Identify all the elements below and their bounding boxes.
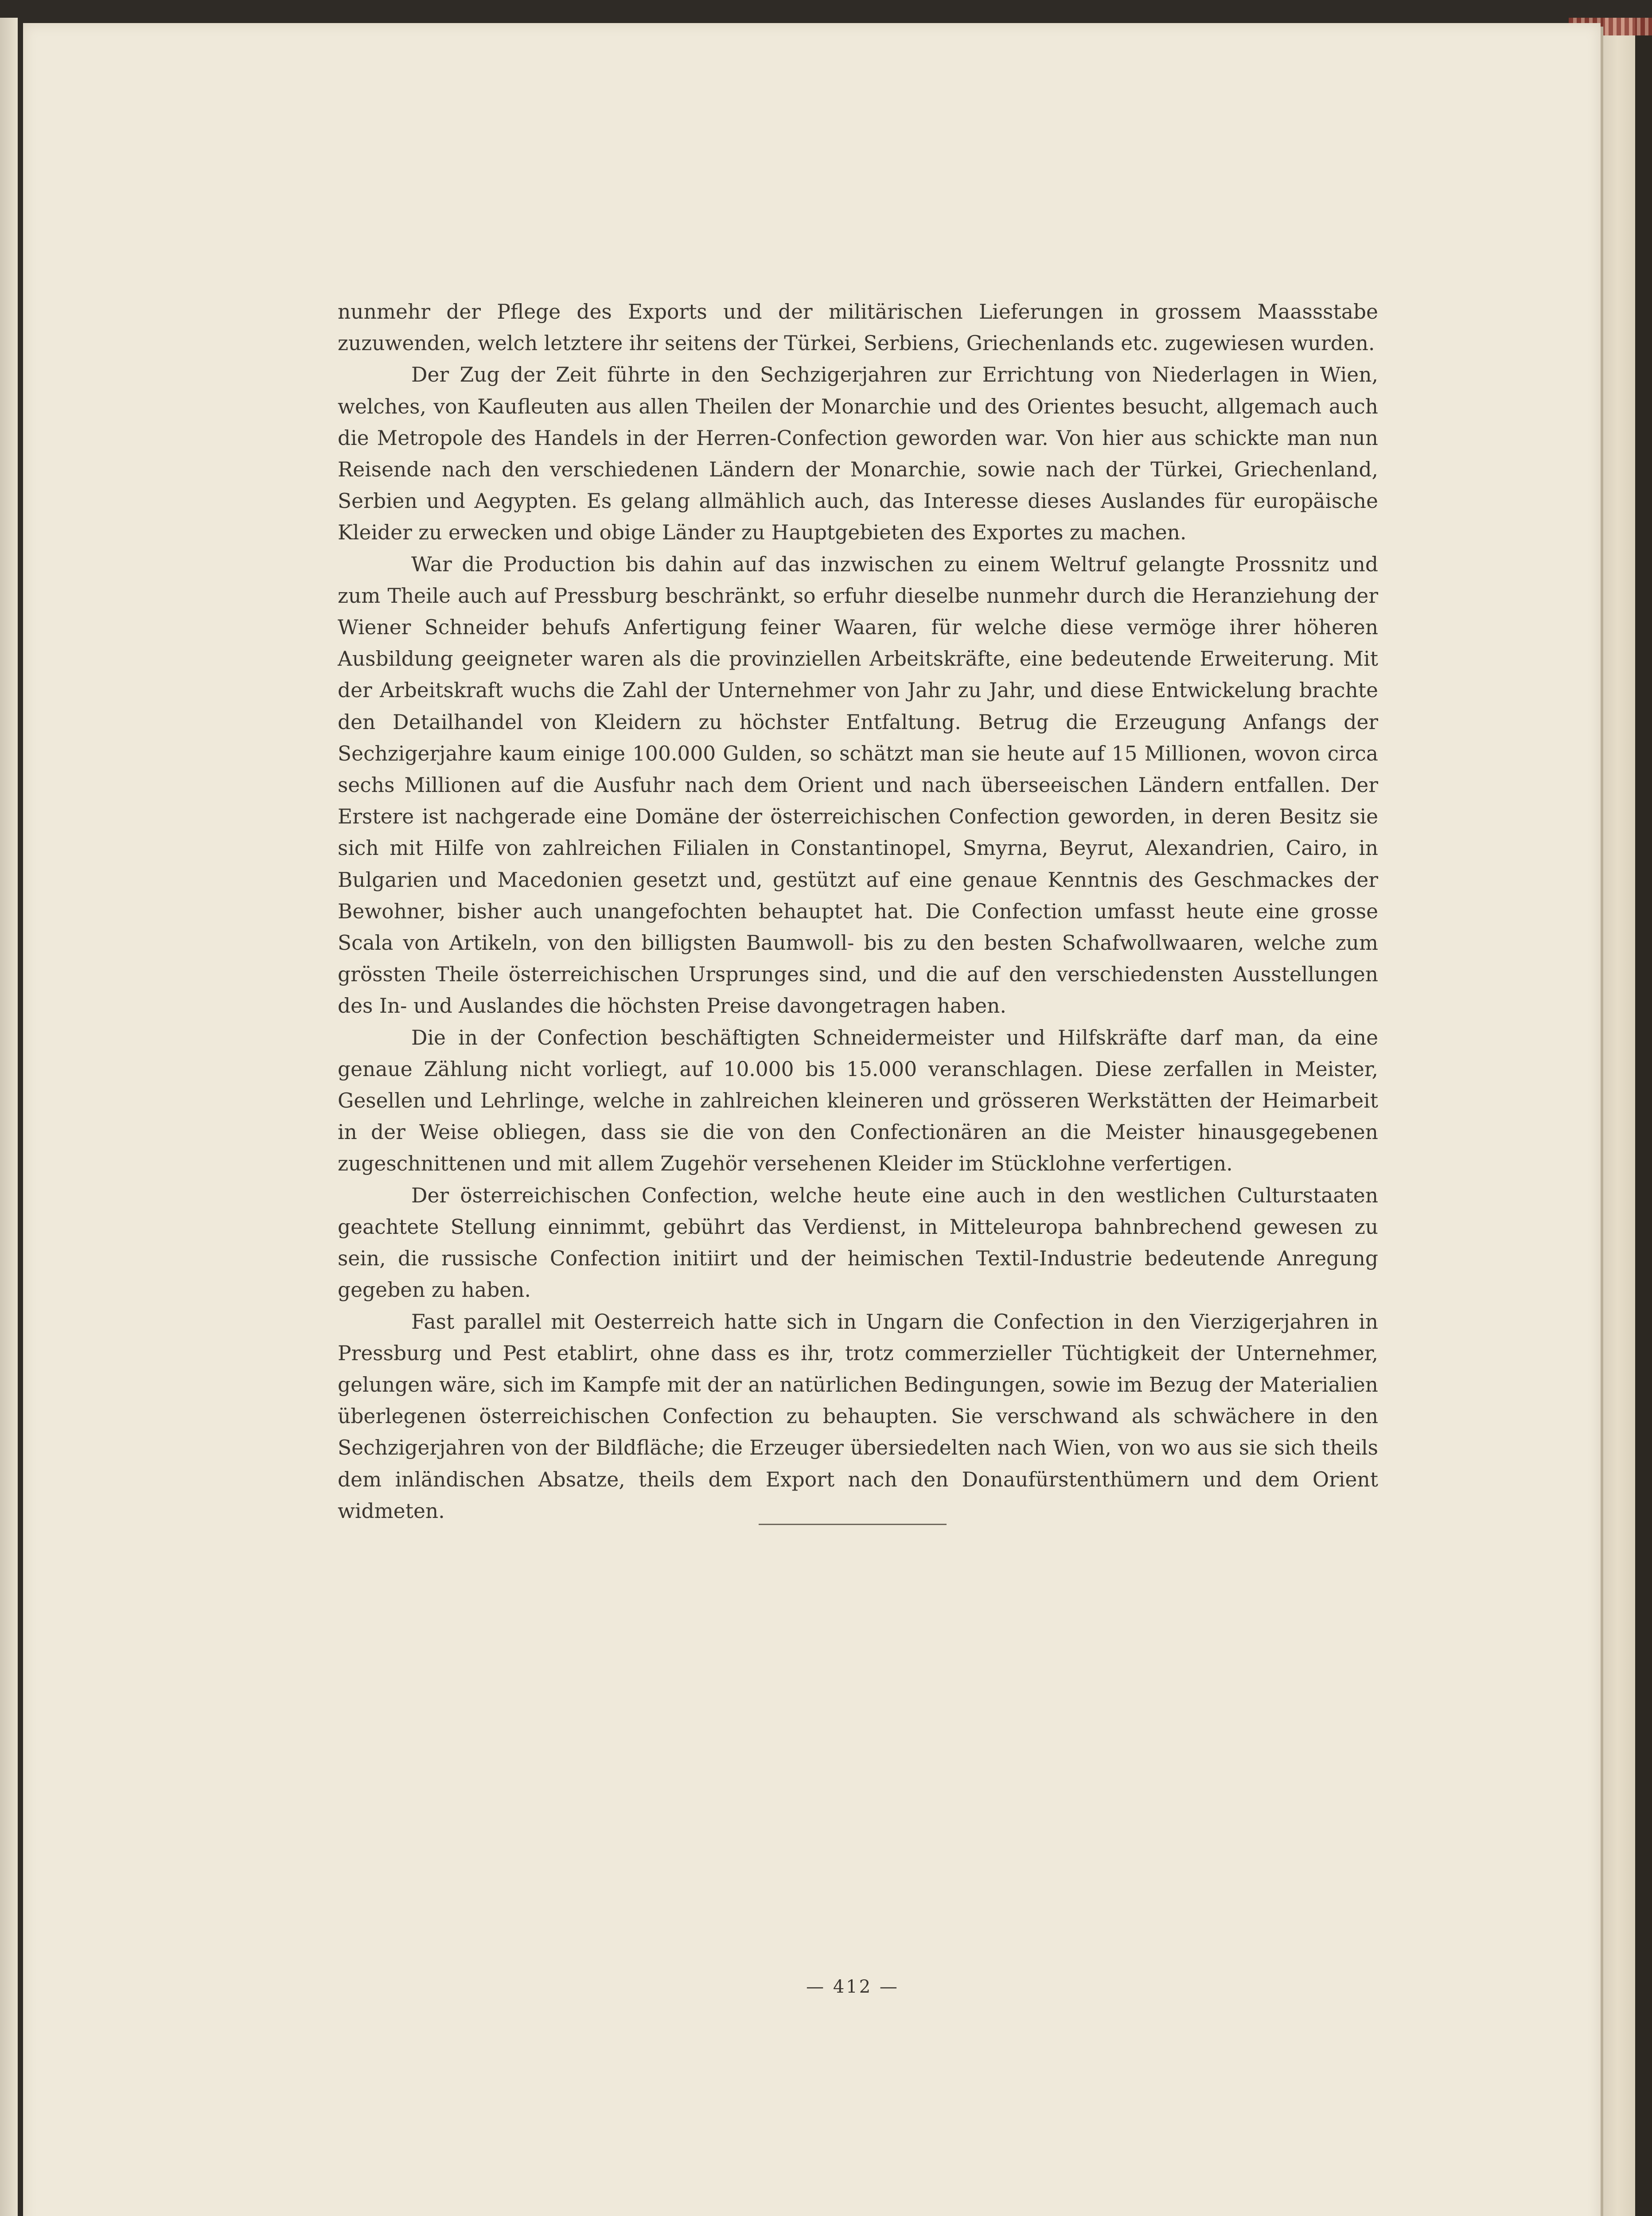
paragraph: Der österreichischen Confection, welche heute eine auch in den westlichen Culturstaaten geachtete Stellung einnimmt, gebührt das Verdienst, in Mitteleuropa bahnbrechend gewesen zu sein, die russische Confection initiirt und der heimischen Textil-Industrie bedeutende Anregung gegeben zu haben. [338,1183,1378,1302]
paragraph: War die Production bis dahin auf das inzwischen zu einem Weltruf gelangte Prossnitz und zum Theile auch auf Pressburg beschränkt, so erfuhr dieselbe nunmehr durch die Heranziehung der Wiener Schneider behufs Anfertigung feiner Waaren, für welche diese vermöge ihrer höheren Ausbildung geeigneter waren als die provinziellen Arbeitskräfte, eine bedeutende Erweiterung. Mit der Arbeitskraft wuchs die Zahl der Unternehmer von Jahr zu Jahr, und diese Entwickelung brachte den Detailhandel von Kleidern zu höchster Entfaltung. Betrug die Erzeugung Anfangs der Sechzigerjahre kaum einige 100.000 Gulden, so schätzt man sie heute auf 15 Millionen, wovon circa sechs Millionen auf die Ausfuhr nach dem Orient und nach überseeischen Ländern entfallen. Der Erstere ist nachgerade eine Domäne der österreichischen Confection geworden, in deren Besitz sie sich mit Hilfe von zahlreichen Filialen in Constantinopel, Smyrna, Beyrut, Alexandrien, Cairo, in Bulgarien und Macedonien gesetzt und, gestützt auf eine genaue Kenntnis des Geschmackes der Bewohner, bisher auch unangefochten behauptet hat. Die Confection umfasst heute eine grosse Scala von Artikeln, von den billigsten Baumwoll- bis zu den besten Schafwollwaaren, welche zum grössten Theile österreichischen Ursprunges sind, und die auf den verschiedensten Ausstellungen des In- und Auslandes die höchsten Preise davongetragen haben. [338,552,1378,1018]
body-text [338,296,1378,1527]
paragraph: Der Zug der Zeit führte in den Sechzigerjahren zur Errichtung von Niederlagen in Wien, welches, von Kaufleuten aus allen Theilen der Monarchie und des Orientes besucht, allgemach auch die Metropole des Handels in der Herren-Confection geworden war. Von hier aus schickte man nun Reisende nach den verschiedenen Ländern der Monarchie, sowie nach der Türkei, Griechenland, Serbien und Aegypten. Es gelang allmählich auch, das Interesse dieses Auslandes für europäische Kleider zu erwecken und obige Länder zu Hauptgebieten des Exportes zu machen. [338,363,1378,545]
paragraph: Fast parallel mit Oesterreich hatte sich in Ungarn die Confection in den Vierzigerjahren in Pressburg und Pest etablirt, ohne dass es ihr, trotz commerzieller Tüchtigkeit der Unternehmer, gelungen wäre, sich im Kampfe mit der an natürlichen Bedingungen, sowie im Bezug der Materialien überlegenen österreichischen Confection zu behaupten. Sie verschwand als schwächere in den Sechzigerjahren von der Bildfläche; die Erzeuger übersiedelten nach Wien, von wo aus sie sich theils dem inländischen Absatze, theils dem Export nach den Donaufürstenthümern und dem Orient widmeten. [338,1310,1378,1523]
page-number: — 412 — [806,1977,899,1997]
page-fold [1601,27,1603,2216]
paragraph: Die in der Confection beschäftigten Schneidermeister und Hilfskräfte darf man, da eine genaue Zählung nicht vorliegt, auf 10.000 bis 15.000 veranschlagen. Diese zerfallen in Meister, Gesellen und Lehrlinge, welche in zahlreichen kleineren und grösseren Werkstätten der Heimarbeit in der Weise obliegen, dass sie die von den Confectionären an die Meister hinausgegebenen zugeschnittenen und mit allem Zugehör versehenen Kleider im Stücklohne verfertigen. [338,1026,1378,1176]
section-divider [759,1524,947,1525]
paragraph: nunmehr der Pflege des Exports und der militärischen Lieferungen in grossem Maassstabe zuzuwenden, welch letztere ihr seitens der Türkei, Serbiens, Griechenlands etc. zugewiesen wurden. [338,300,1378,355]
book-binding [1635,18,1652,2216]
page-stack-edge [0,18,18,2216]
